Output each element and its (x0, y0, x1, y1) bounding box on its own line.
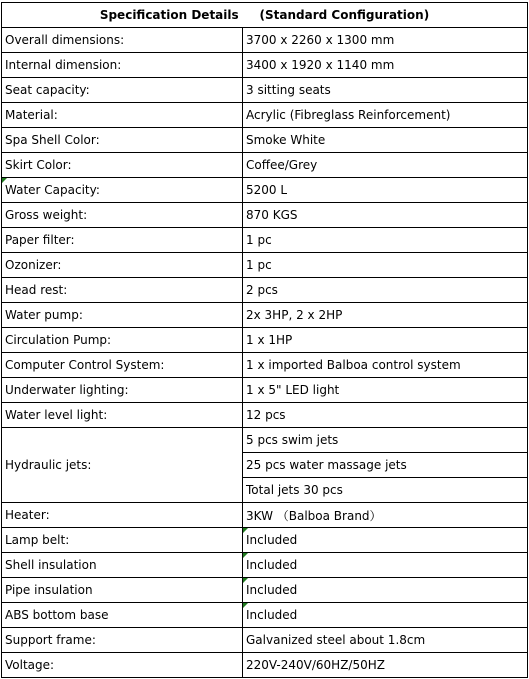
spec-value: 1 x 1HP (243, 328, 528, 353)
table-row (2, 628, 528, 653)
spec-value: Acrylic (Fibreglass Reinforcement) (243, 103, 528, 128)
spec-value-cell (243, 603, 528, 628)
spec-label: Water Capacity: (5, 183, 100, 197)
spec-value: 1 pc (243, 253, 528, 278)
spec-label: Overall dimensions: (2, 28, 243, 53)
spec-label: Internal dimension: (2, 53, 243, 78)
table-row (2, 503, 528, 528)
spec-value: 1 x 5" LED light (243, 378, 528, 403)
table-row (2, 278, 528, 303)
table-row (2, 203, 528, 228)
table-row (2, 303, 528, 328)
spec-value: Coffee/Grey (243, 153, 528, 178)
spec-value: 5 pcs swim jets (243, 428, 528, 453)
spec-value: 870 KGS (243, 203, 528, 228)
spec-label: Heater: (2, 503, 243, 528)
spec-label: Computer Control System: (2, 353, 243, 378)
spec-value: 5200 L (243, 178, 528, 203)
table-row (2, 228, 528, 253)
spec-label: ABS bottom base (2, 603, 243, 628)
table-row (2, 553, 528, 578)
table-row (2, 528, 528, 553)
spec-value-cell (243, 578, 528, 603)
spec-value: Included (246, 558, 298, 572)
spec-table-container (1, 2, 528, 678)
spec-value: 3 sitting seats (243, 78, 528, 103)
table-row (2, 578, 528, 603)
spec-label: Hydraulic jets: (2, 428, 243, 503)
spec-value-cell (243, 528, 528, 553)
spec-label: Water pump: (2, 303, 243, 328)
spec-value: 25 pcs water massage jets (243, 453, 528, 478)
spec-value: 3400 x 1920 x 1140 mm (243, 53, 528, 78)
table-row (2, 428, 528, 453)
spec-value: 2x 3HP, 2 x 2HP (243, 303, 528, 328)
spec-label: Underwater lighting: (2, 378, 243, 403)
spec-label: Pipe insulation (2, 578, 243, 603)
spec-label: Gross weight: (2, 203, 243, 228)
spec-label: Voltage: (2, 653, 243, 678)
table-row (2, 53, 528, 78)
spec-value: 2 pcs (243, 278, 528, 303)
table-row (2, 153, 528, 178)
table-row (2, 178, 528, 203)
table-title: Specification Details (Standard Configuration) (2, 3, 528, 28)
cell-comment-marker-icon (243, 578, 248, 583)
spec-label: Seat capacity: (2, 78, 243, 103)
cell-comment-marker-icon (243, 553, 248, 558)
spec-value: Galvanized steel about 1.8cm (243, 628, 528, 653)
spec-value: 1 x imported Balboa control system (243, 353, 528, 378)
table-row (2, 128, 528, 153)
spec-label: Lamp belt: (2, 528, 243, 553)
spec-value: Included (246, 583, 298, 597)
spec-label: Support frame: (2, 628, 243, 653)
spec-label: Skirt Color: (2, 153, 243, 178)
spec-value: 12 pcs (243, 403, 528, 428)
spec-label: Water level light: (2, 403, 243, 428)
spec-value: Total jets 30 pcs (243, 478, 528, 503)
table-row (2, 603, 528, 628)
spec-value: Included (246, 608, 298, 622)
spec-label: Paper filter: (2, 228, 243, 253)
table-title-row (2, 3, 528, 28)
spec-label-cell (2, 178, 243, 203)
spec-label: Shell insulation (2, 553, 243, 578)
spec-label: Head rest: (2, 278, 243, 303)
table-row (2, 403, 528, 428)
spec-value-cell (243, 553, 528, 578)
spec-value: Smoke White (243, 128, 528, 153)
spec-label: Material: (2, 103, 243, 128)
cell-comment-marker-icon (243, 603, 248, 608)
table-row (2, 103, 528, 128)
table-row (2, 378, 528, 403)
table-row (2, 253, 528, 278)
table-row (2, 78, 528, 103)
table-row (2, 28, 528, 53)
cell-comment-marker-icon (2, 178, 7, 183)
table-row (2, 328, 528, 353)
spec-value: 3KW （Balboa Brand） (243, 503, 528, 528)
spec-value: 3700 x 2260 x 1300 mm (243, 28, 528, 53)
spec-label: Ozonizer: (2, 253, 243, 278)
spec-table (1, 2, 528, 678)
spec-value: 1 pc (243, 228, 528, 253)
spec-label: Circulation Pump: (2, 328, 243, 353)
spec-label: Spa Shell Color: (2, 128, 243, 153)
table-row (2, 353, 528, 378)
spec-value: Included (246, 533, 298, 547)
table-row (2, 653, 528, 678)
spec-value: 220V-240V/60HZ/50HZ (243, 653, 528, 678)
cell-comment-marker-icon (243, 528, 248, 533)
